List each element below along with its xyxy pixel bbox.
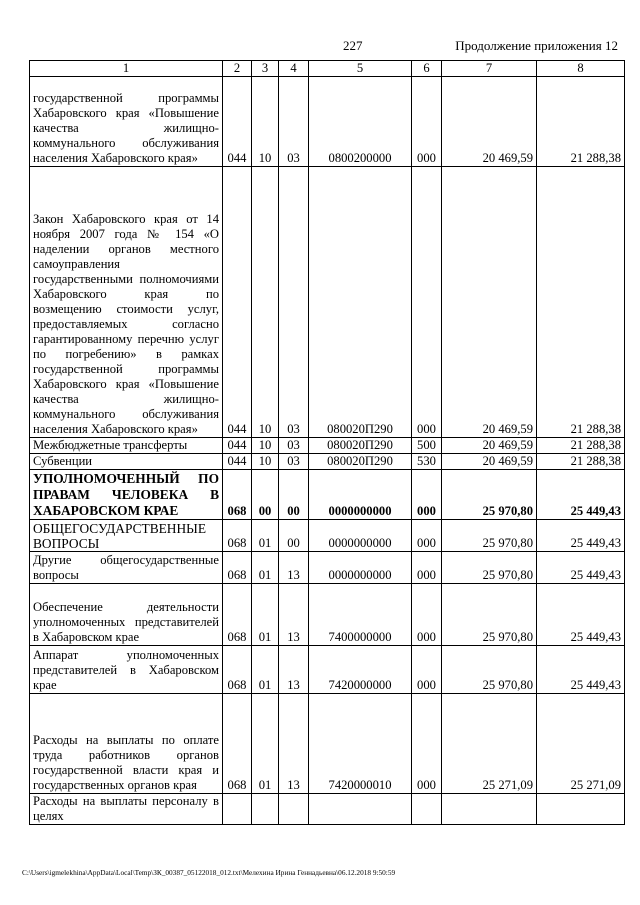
- cell-c4: 03: [279, 167, 309, 438]
- cell-c7: 20 469,59: [442, 454, 537, 470]
- cell-c5: 0000000000: [309, 520, 412, 552]
- row-name: Другие общегосударственные вопросы: [30, 552, 223, 584]
- cell-c2: 044: [223, 454, 252, 470]
- cell-c8: 21 288,38: [537, 77, 625, 167]
- cell-c8: 21 288,38: [537, 454, 625, 470]
- cell-c8: 25 449,43: [537, 584, 625, 646]
- cell-c7: 20 469,59: [442, 77, 537, 167]
- cell-c8: [537, 794, 625, 825]
- cell-c7: 20 469,59: [442, 167, 537, 438]
- cell-c6: 000: [412, 584, 442, 646]
- table-row: [30, 520, 625, 552]
- cell-c3: 10: [252, 438, 279, 454]
- cell-c8: 25 449,43: [537, 552, 625, 584]
- cell-c3: 01: [252, 552, 279, 584]
- row-name: Расходы на выплаты персоналу в целях: [30, 794, 223, 825]
- cell-c6: 000: [412, 520, 442, 552]
- cell-c5: 0800200000: [309, 77, 412, 167]
- row-name: Межбюджетные трансферты: [30, 438, 223, 454]
- cell-c2: 068: [223, 552, 252, 584]
- column-number-header: [30, 61, 625, 77]
- cell-c3: 01: [252, 694, 279, 794]
- row-name: Обеспечение деятельности уполномоченных представителей в Хабаровском крае: [30, 584, 223, 646]
- table-row: [30, 438, 625, 454]
- cell-c2: 068: [223, 520, 252, 552]
- cell-c4: 00: [279, 470, 309, 520]
- row-name: Закон Хабаровского края от 14 ноября 2007 года № 154 «О наделении органов местного самоуправления государственными полномочиями Хабаровского края по возмещению стоимости услуг, предоставляемых согласно гарантированному перечню услуг по погребению» в рамках государственной программы Хабаровского края «Повышение качества жилищно-коммунального обслуживания населения Хабаровского края»: [30, 167, 223, 438]
- cell-c8: 25 271,09: [537, 694, 625, 794]
- cell-c8: 25 449,43: [537, 520, 625, 552]
- cell-c4: 00: [279, 520, 309, 552]
- cell-c3: 10: [252, 454, 279, 470]
- cell-c6: 000: [412, 470, 442, 520]
- header-cell: 2: [223, 61, 252, 77]
- header-cell: 7: [442, 61, 537, 77]
- cell-c2: 044: [223, 167, 252, 438]
- cell-c3: 01: [252, 520, 279, 552]
- cell-c5: 7400000000: [309, 584, 412, 646]
- table-row: [30, 454, 625, 470]
- cell-c2: [223, 794, 252, 825]
- cell-c2: 044: [223, 77, 252, 167]
- cell-c8: 21 288,38: [537, 438, 625, 454]
- footer-file-path: C:\Users\igmelekhina\AppData\Local\Temp\ЗК_00387_05122018_012.txt\Мелехина Ирина Геннадьевна\06.12.2018 9:50:59: [22, 868, 396, 877]
- cell-c4: 13: [279, 646, 309, 694]
- cell-c5: 7420000010: [309, 694, 412, 794]
- cell-c5: 7420000000: [309, 646, 412, 694]
- page-number: 227: [343, 38, 363, 53]
- cell-c5: [309, 794, 412, 825]
- cell-c5: 080020П290: [309, 167, 412, 438]
- cell-c4: 03: [279, 454, 309, 470]
- cell-c6: 000: [412, 646, 442, 694]
- cell-c3: 10: [252, 167, 279, 438]
- row-name: ОБЩЕГОСУДАРСТВЕННЫЕ ВОПРОСЫ: [30, 520, 223, 552]
- cell-c5: 080020П290: [309, 438, 412, 454]
- row-name: Субвенции: [30, 454, 223, 470]
- cell-c2: 044: [223, 438, 252, 454]
- cell-c7: 25 970,80: [442, 646, 537, 694]
- cell-c2: 068: [223, 694, 252, 794]
- cell-c5: 0000000000: [309, 470, 412, 520]
- cell-c7: 25 970,80: [442, 584, 537, 646]
- table-row: [30, 646, 625, 694]
- header-cell: 4: [279, 61, 309, 77]
- cell-c4: [279, 794, 309, 825]
- cell-c4: 13: [279, 584, 309, 646]
- table-row: [30, 584, 625, 646]
- cell-c7: 20 469,59: [442, 438, 537, 454]
- row-name: УПОЛНОМОЧЕННЫЙ ПО ПРАВАМ ЧЕЛОВЕКА В ХАБАРОВСКОМ КРАЕ: [30, 470, 223, 520]
- table-row: [30, 470, 625, 520]
- cell-c5: 0000000000: [309, 552, 412, 584]
- header-cell: 6: [412, 61, 442, 77]
- cell-c6: [412, 794, 442, 825]
- cell-c7: 25 970,80: [442, 520, 537, 552]
- cell-c5: 080020П290: [309, 454, 412, 470]
- cell-c8: 25 449,43: [537, 470, 625, 520]
- cell-c3: 01: [252, 584, 279, 646]
- header-cell: 8: [537, 61, 625, 77]
- cell-c6: 000: [412, 167, 442, 438]
- table-row: [30, 694, 625, 794]
- cell-c7: 25 271,09: [442, 694, 537, 794]
- cell-c6: 500: [412, 438, 442, 454]
- cell-c3: [252, 794, 279, 825]
- cell-c6: 000: [412, 552, 442, 584]
- cell-c4: 03: [279, 438, 309, 454]
- table-row: [30, 77, 625, 167]
- cell-c2: 068: [223, 646, 252, 694]
- row-name: государственной программы Хабаровского края «Повышение качества жилищно-коммунального обслуживания населения Хабаровского края»: [30, 77, 223, 167]
- budget-table: [29, 60, 625, 825]
- cell-c7: [442, 794, 537, 825]
- cell-c7: 25 970,80: [442, 470, 537, 520]
- table-row: [30, 794, 625, 825]
- row-name: Расходы на выплаты по оплате труда работников органов государственной власти края и государственных органов края: [30, 694, 223, 794]
- cell-c6: 530: [412, 454, 442, 470]
- row-name: Аппарат уполномоченных представителей в Хабаровском крае: [30, 646, 223, 694]
- cell-c7: 25 970,80: [442, 552, 537, 584]
- cell-c6: 000: [412, 77, 442, 167]
- cell-c3: 00: [252, 470, 279, 520]
- cell-c2: 068: [223, 584, 252, 646]
- header-cell: 5: [309, 61, 412, 77]
- cell-c4: 03: [279, 77, 309, 167]
- cell-c8: 21 288,38: [537, 167, 625, 438]
- cell-c3: 01: [252, 646, 279, 694]
- header-cell: 3: [252, 61, 279, 77]
- cell-c4: 13: [279, 552, 309, 584]
- cell-c8: 25 449,43: [537, 646, 625, 694]
- cell-c6: 000: [412, 694, 442, 794]
- table-row: [30, 552, 625, 584]
- cell-c2: 068: [223, 470, 252, 520]
- cell-c4: 13: [279, 694, 309, 794]
- table-row: [30, 167, 625, 438]
- header-cell: 1: [30, 61, 223, 77]
- cell-c3: 10: [252, 77, 279, 167]
- appendix-label: Продолжение приложения 12: [455, 38, 618, 53]
